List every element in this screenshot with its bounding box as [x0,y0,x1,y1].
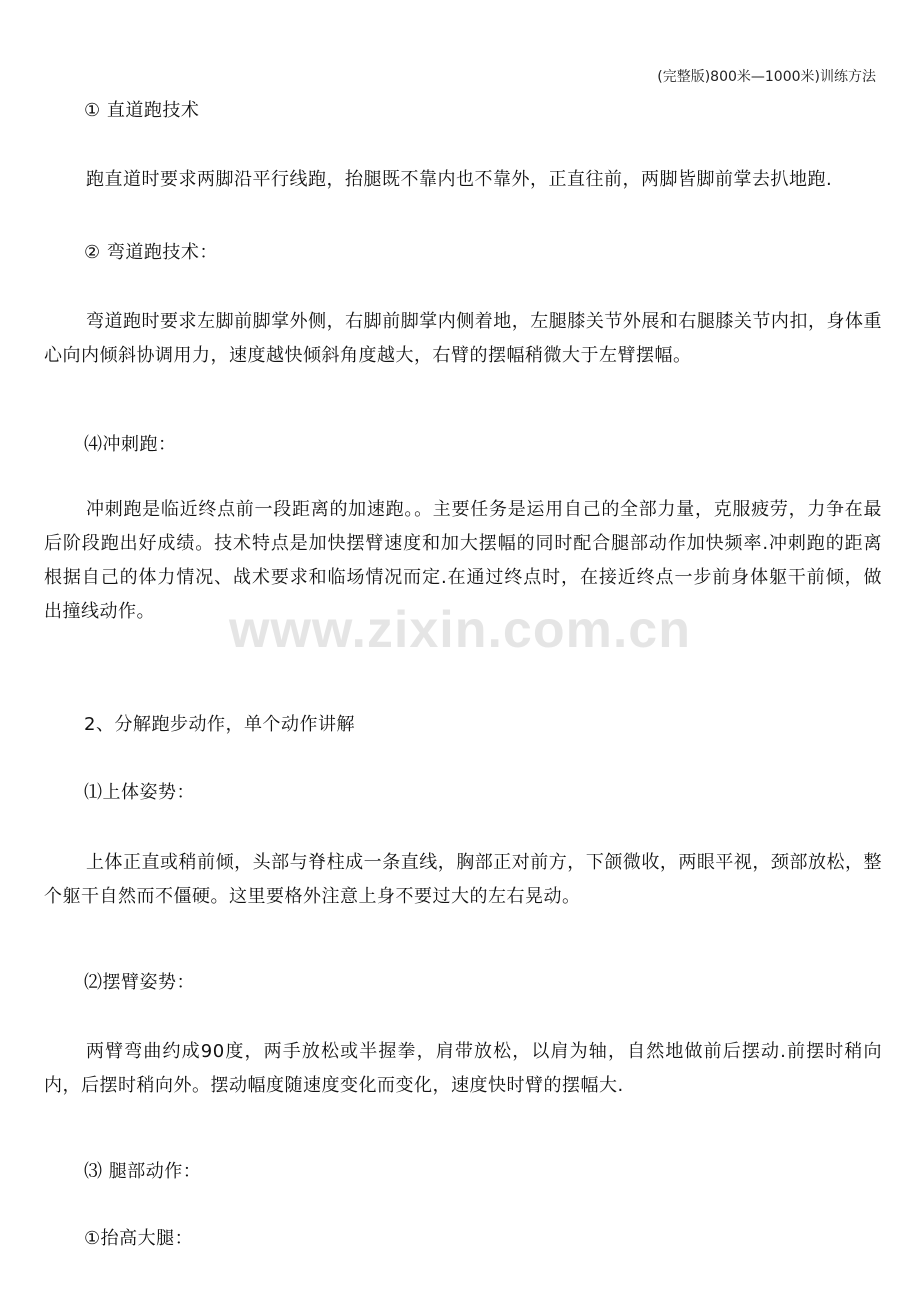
watermark: www.zixin.com.cn [229,601,691,659]
paragraph-upper-body: 上体正直或稍前倾，头部与脊柱成一条直线，胸部正对前方，下颌微收，两眼平视，颈部放松，整个躯干自然而不僵硬。这里要格外注意上身不要过大的左右晃动。 [44,852,882,907]
document-header-title: (完整版)800米—1000米)训练方法 [657,69,876,85]
section-heading-high-knee: ①抬高大腿： [84,1228,194,1249]
paragraph-straight-running: 跑直道时要求两脚沿平行线跑，抬腿既不靠内也不靠外，正直往前，两脚皆脚前掌去扒地跑. [86,169,833,190]
section-heading-leg-action: ⑶ 腿部动作： [84,1161,202,1182]
section-heading-curve-running: ② 弯道跑技术： [84,242,218,263]
paragraph-sprint: 冲刺跑是临近终点前一段距离的加速跑。。主要任务是运用自己的全部力量，克服疲劳，力争在最后阶段跑出好成绩。技术特点是加快摆臂速度和加大摆幅的同时配合腿部动作加快频率.冲刺跑的距离根据自己的体力情况、战术要求和临场情况而定.在通过终点时，在接近终点一步前身体躯干前倾，做出撞线动作。 [44,499,882,622]
section-heading-straight-running: ① 直道跑技术 [84,100,200,121]
section-heading-breakdown: 2、分解跑步动作，单个动作讲解 [84,714,355,735]
section-heading-sprint: ⑷冲刺跑： [84,434,177,455]
section-heading-arm-swing: ⑵摆臂姿势： [84,972,195,993]
section-heading-upper-body: ⑴上体姿势： [84,782,195,803]
paragraph-arm-swing: 两臂弯曲约成90度，两手放松或半握拳，肩带放松，以肩为轴，自然地做前后摆动.前摆时稍向内，后摆时稍向外。摆动幅度随速度变化而变化，速度快时臂的摆幅大. [44,1041,882,1096]
paragraph-curve-running: 弯道跑时要求左脚前脚掌外侧，右脚前脚掌内侧着地，左腿膝关节外展和右腿膝关节内扣，身体重心向内倾斜协调用力，速度越快倾斜角度越大，右臂的摆幅稍微大于左臂摆幅。 [44,311,882,366]
